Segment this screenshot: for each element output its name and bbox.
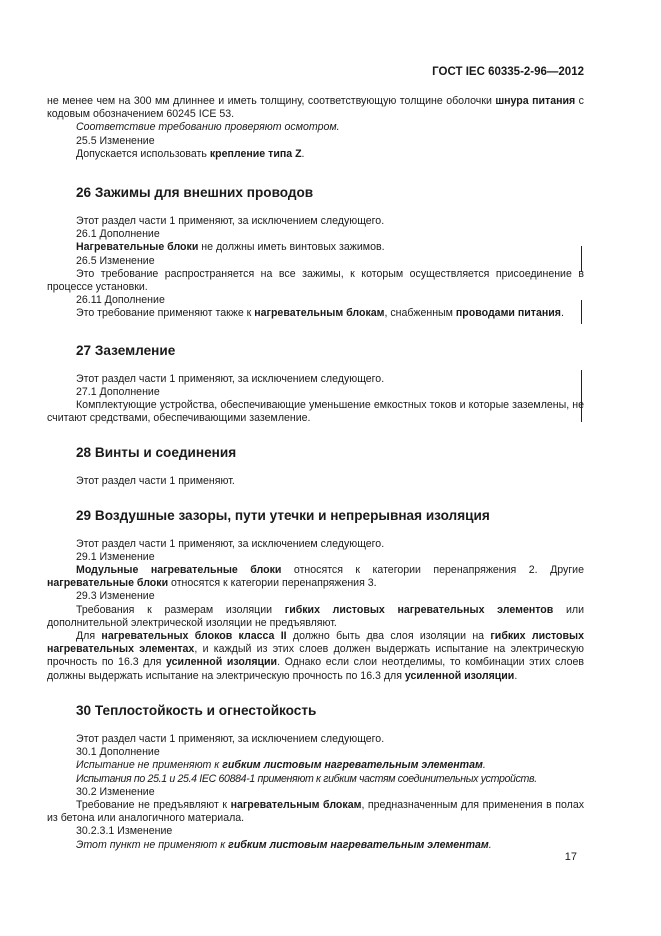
section-27-title: 27 Заземление — [76, 342, 176, 358]
page-body — [47, 95, 584, 852]
s26-text: Это требование распространяется на все зажимы, к которым осуществляется присоединение в процессе установки. — [47, 267, 584, 294]
clause-25-5: 25.5 Изменение — [76, 134, 155, 147]
clause-26-5: 26.5 Изменение — [76, 254, 155, 267]
s26-text: Нагревательные блоки не должны иметь винтовых зажимов. — [76, 241, 385, 254]
s29-text: Для нагревательных блоков класса II должно быть два слоя изоляции на гибких листовых нагревательных элементах, и каждый из этих слоев должен выдержать испытание на электрическую прочность по 16.3 для усиленной изоляции. Однако если слои неотделимы, то комбинации этих слоев должны выдержать испытание на электрическую прочность по 16.3 для усиленной изоляции. — [47, 630, 584, 682]
section-28-title: 28 Винты и соединения — [76, 445, 237, 461]
clause-29-1: 29.1 Изменение — [76, 550, 155, 563]
document-header: ГОСТ IEC 60335-2-96—2012 — [432, 66, 584, 78]
clause-26-11: 26.11 Дополнение — [76, 294, 165, 307]
s30-text: Требование не предъявляют к нагревательным блокам, предназначенным для применения в полах из бетона или аналогичного материала. — [47, 798, 585, 825]
section-26-title: 26 Зажимы для внешних проводов — [76, 185, 314, 201]
s28-intro: Этот раздел части 1 применяют. — [76, 475, 235, 488]
s26-intro: Этот раздел части 1 применяют, за исключением следующего. — [76, 215, 385, 228]
clause-29-3: 29.3 Изменение — [76, 590, 155, 603]
clause-26-1: 26.1 Дополнение — [76, 228, 160, 241]
clause-27-1: 27.1 Дополнение — [76, 385, 160, 398]
section-30-title: 30 Теплостойкость и огнестойкость — [76, 702, 317, 718]
page-number: 17 — [564, 851, 577, 863]
s30-text: Этот пункт не применяют к гибким листовым нагревательным элементам. — [76, 838, 492, 851]
s30-intro: Этот раздел части 1 применяют, за исключением следующего. — [76, 732, 385, 745]
clause-30-1: 30.1 Дополнение — [76, 746, 160, 759]
intro-paragraph: не менее чем на 300 мм длиннее и иметь толщину, соответствующую толщине оболочки шнура питания с кодовым обозначением 60245 ICE 53. — [47, 95, 584, 121]
s27-text: Комплектующие устройства, обеспечивающие уменьшение емкостных токов и которые заземлены, не считают средствами, обеспечивающими заземление. — [47, 399, 584, 425]
s29-intro: Этот раздел части 1 применяют, за исключением следующего. — [76, 537, 385, 550]
clause-30-2: 30.2 Изменение — [76, 785, 155, 798]
s26-text: Это требование применяют также к нагревательным блокам, снабженным проводами питания. — [76, 307, 564, 320]
s30-text: Испытание не применяют к гибким листовым нагревательным элементам. — [76, 759, 486, 772]
s27-intro: Этот раздел части 1 применяют, за исключением следующего. — [76, 372, 385, 385]
intro-compliance: Соответствие требованию проверяют осмотром. — [76, 121, 340, 134]
section-29-title: 29 Воздушные зазоры, пути утечки и непрерывная изоляция — [76, 507, 490, 523]
s29-text: Требования к размерам изоляции гибких листовых нагревательных элементов или дополнительной электрической изоляции не предъявляют. — [47, 603, 584, 629]
s29-text: Модульные нагревательные блоки относятся к категории перенапряжения 2. Другие нагревательные блоки относятся к категории перенапряжения 3. — [47, 564, 584, 590]
s30-text: Испытания по 25.1 и 25.4 IEC 60884-1 применяют к гибким частям соединительных устройств. — [76, 772, 537, 785]
clause-30-2-3-1: 30.2.3.1 Изменение — [76, 825, 173, 838]
intro-text: Допускается использовать крепление типа Z. — [76, 147, 305, 160]
